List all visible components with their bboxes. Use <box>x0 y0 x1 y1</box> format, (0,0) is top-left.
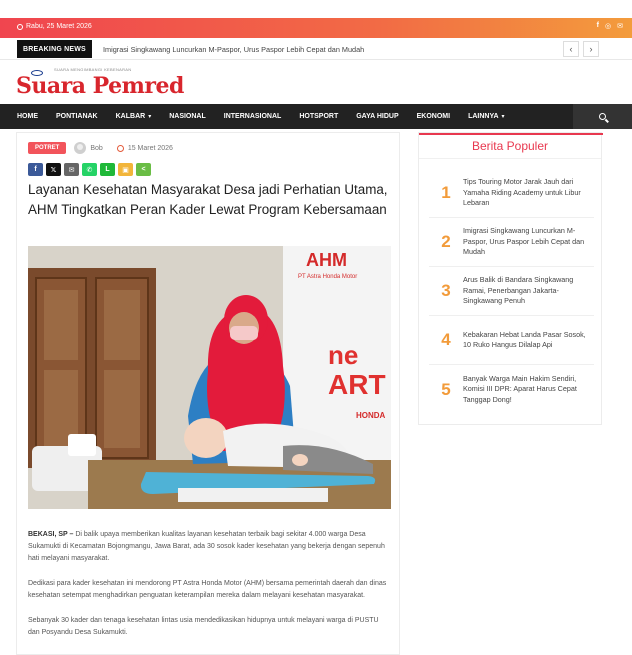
paragraph-text: Di balik upaya memberikan kualitas layanan kesehatan terbaik bagi sekitar 4.000 warga Desa Sukamukti di Kecamatan Bojongmangu, Jawa Barat, ada 30 sosok kader kesehatan yang bekerja dengan sepenuh hati melayani masyarakat. <box>28 531 385 562</box>
article <box>16 132 400 655</box>
photo-banner-honda: HONDA <box>356 411 386 420</box>
search-button[interactable] <box>573 104 632 129</box>
facebook-icon[interactable]: f <box>596 22 600 29</box>
ticker-prev-button[interactable]: ‹ <box>563 41 579 57</box>
nav-label: NASIONAL <box>169 113 206 120</box>
main-nav <box>0 104 632 129</box>
nav-item-ekonomi[interactable] <box>417 113 450 120</box>
site-logo[interactable] <box>16 66 184 102</box>
email-icon[interactable]: ✉ <box>617 23 623 30</box>
instagram-icon[interactable]: ◎ <box>605 23 612 30</box>
clock-icon <box>17 24 23 30</box>
ticker-next-button[interactable]: › <box>583 41 599 57</box>
popular-rank: 1 <box>441 183 451 202</box>
popular-rank: 4 <box>441 330 451 349</box>
author-name[interactable]: Bob <box>90 144 103 152</box>
nav-label: EKONOMI <box>416 113 451 120</box>
nav-item-home[interactable] <box>17 113 38 120</box>
share-line-button[interactable]: L <box>100 163 115 176</box>
popular-news-widget <box>418 132 602 425</box>
popular-title[interactable]: Tips Touring Motor Jarak Jauh dari Yamaha Riding Academy untuk Libur Lebaran <box>463 177 581 208</box>
top-bar <box>0 18 632 38</box>
widget-title: Berita Populer <box>419 133 601 159</box>
nav-item-lainnya[interactable] <box>468 113 504 120</box>
photo-banner-ne: ne <box>328 340 359 370</box>
chevron-down-icon: ▾ <box>148 114 152 120</box>
popular-title[interactable]: Kebakaran Hebat Landa Pasar Sosok, 10 Ruko Hangus Dilalap Api <box>463 329 586 349</box>
publish-date: 15 Maret 2026 <box>127 144 173 152</box>
nav-label: GAYA HIDUP <box>356 113 399 120</box>
popular-title[interactable]: Banyak Warga Main Hakim Sendiri, Komisi III DPR: Aparat Harus Cepat Tanggap Dong! <box>463 373 577 404</box>
nav-item-nasional[interactable] <box>169 113 206 120</box>
search-icon <box>599 113 606 120</box>
article-dateline: BEKASI, SP – <box>28 531 74 538</box>
nav-label: PONTIANAK <box>56 113 98 120</box>
article-paragraph: Sebanyak 30 kader dan tenaga kesehatan lintas usia mendedikasikan hidupnya untuk melayani warga di PUSTU dan Posyandu Desa Sukamukti. <box>28 617 379 636</box>
popular-item[interactable] <box>429 365 594 414</box>
breaking-news-headline[interactable]: Imigrasi Singkawang Luncurkan M-Paspor, Urus Paspor Lebih Cepat dan Mudah <box>103 45 365 54</box>
article-body <box>28 529 388 652</box>
popular-item[interactable] <box>429 267 594 316</box>
article-meta <box>28 142 173 154</box>
nav-label: KALBAR <box>115 113 146 120</box>
social-links <box>597 22 623 30</box>
share-x-button[interactable]: 𝕏 <box>46 163 61 176</box>
breaking-news-label: BREAKING NEWS <box>17 40 92 58</box>
chevron-down-icon: ▾ <box>501 114 505 120</box>
widget-accent-line <box>419 133 603 135</box>
article-paragraph <box>28 529 388 565</box>
popular-item[interactable] <box>429 316 594 365</box>
current-date <box>17 23 92 30</box>
photo-banner-art: ART <box>328 369 386 400</box>
share-whatsapp-button[interactable]: ✆ <box>82 163 97 176</box>
popular-rank: 3 <box>441 281 451 300</box>
nav-item-hotsport[interactable] <box>299 113 338 120</box>
article-title: Layanan Kesehatan Masyarakat Desa jadi Perhatian Utama, AHM Tingkatkan Peran Kader Lewat Program Kebersamaan <box>28 182 388 217</box>
nav-item-gaya-hidup[interactable] <box>356 113 398 120</box>
breaking-news-bar <box>0 38 632 60</box>
logo-name: Suara Pemred <box>16 73 184 99</box>
nav-label: LAINNYA <box>468 113 499 120</box>
popular-rank: 2 <box>441 232 451 251</box>
popular-rank: 5 <box>441 379 451 399</box>
nav-item-kalbar[interactable] <box>116 113 152 120</box>
current-date-text: Rabu, 25 Maret 2026 <box>26 23 92 30</box>
nav-label: HOTSPORT <box>299 113 339 120</box>
share-buttons <box>28 163 151 176</box>
article-paragraph: Dedikasi para kader kesehatan ini mendorong PT Astra Honda Motor (AHM) bersama pemerintah daerah dan dinas kesehatan setempat menghadirkan penguatan keterampilan mereka dalam melayani kesehatan masyarakat. <box>28 580 387 599</box>
photo-brand-sub: PT Astra Honda Motor <box>298 274 358 280</box>
popular-item[interactable] <box>429 169 594 218</box>
share-more-button[interactable]: < <box>136 163 151 176</box>
photo-brand: AHM <box>306 250 347 270</box>
popular-title[interactable]: Arus Balik di Bandara Singkawang Ramai, Penerbangan Jakarta-Singkawang Penuh <box>463 275 574 306</box>
clock-icon <box>117 145 124 152</box>
category-badge[interactable]: POTRET <box>28 142 66 154</box>
share-email-button[interactable]: ✉ <box>64 163 79 176</box>
avatar <box>74 142 86 154</box>
nav-item-pontianak[interactable] <box>56 113 98 120</box>
article-photo <box>28 246 391 509</box>
popular-item[interactable] <box>429 218 594 267</box>
popular-title[interactable]: Imigrasi Singkawang Luncurkan M-Paspor, Urus Paspor Lebih Cepat dan Mudah <box>463 226 585 257</box>
share-copy-button[interactable]: ▣ <box>118 163 133 176</box>
share-facebook-button[interactable]: f <box>28 163 43 176</box>
nav-label: HOME <box>17 113 38 120</box>
logo-tagline: SUARA MENGIMBANGI KEBENARAN <box>54 67 132 72</box>
nav-item-internasional[interactable] <box>224 113 282 120</box>
nav-label: INTERNASIONAL <box>223 113 282 120</box>
